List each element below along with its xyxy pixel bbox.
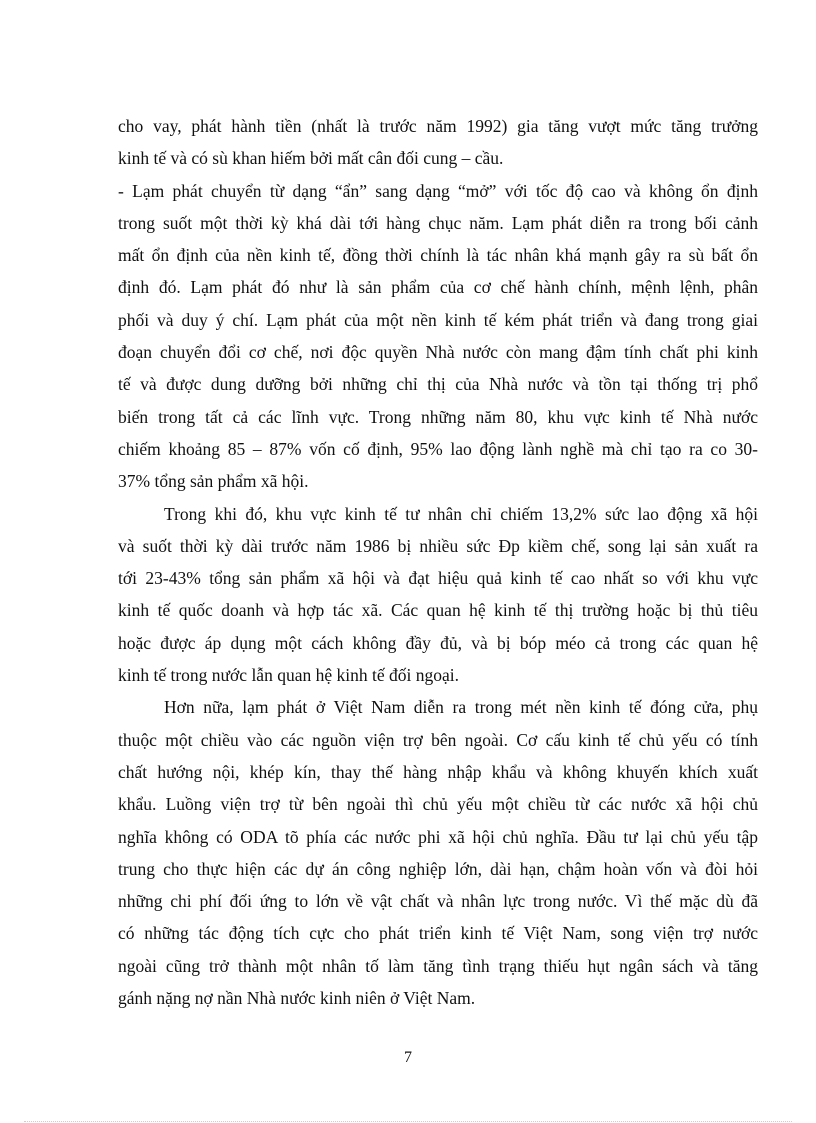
paragraph xyxy=(118,175,758,498)
paragraph xyxy=(118,691,758,1014)
text-line: có những tác động tích cực cho phát triển kinh tế Việt Nam, song viện trợ nước xyxy=(118,923,758,944)
text-line: kinh tế quốc doanh và hợp tác xã. Các quan hệ kinh tế thị trường hoặc bị thủ tiêu xyxy=(118,600,758,621)
text-line: khẩu. Luồng viện trợ từ bên ngoài thì chủ yếu một chiều từ các nước xã hội chủ xyxy=(118,794,758,815)
text-line: tế và được dung dưỡng bởi những chỉ thị của Nhà nước và tồn tại thống trị phổ xyxy=(118,374,758,395)
page-number: 7 xyxy=(404,1049,412,1066)
text-line: Trong khi đó, khu vực kinh tế tư nhân chỉ chiếm 13,2% sức lao động xã hội xyxy=(164,503,758,524)
text-line: chất hướng nội, khép kín, thay thế hàng nhập khẩu và không khuyến khích xuất xyxy=(118,761,758,782)
text-line: mất ổn định của nền kinh tế, đồng thời chính là tác nhân khá mạnh gây ra sù bất ổn xyxy=(118,245,758,266)
text-line: tới 23-43% tổng sản phẩm xã hội và đạt hiệu quả kinh tế cao nhất so với khu vực xyxy=(118,568,758,589)
text-line: phối và duy ý chí. Lạm phát của một nền kinh tế kém phát triển và đang trong giai xyxy=(118,309,758,330)
text-line: ngoài cũng trở thành một nhân tố làm tăng tình trạng thiếu hụt ngân sách và tăng xyxy=(118,955,758,976)
paragraph xyxy=(118,498,758,692)
text-line: kinh tế và có sù khan hiếm bởi mất cân đối cung – cầu. xyxy=(118,148,504,169)
text-line: nghĩa không có ODA tõ phía các nước phi xã hội chủ nghĩa. Đầu tư lại chủ yếu tập xyxy=(118,826,758,847)
text-line: cho vay, phát hành tiền (nhất là trước năm 1992) gia tăng vượt mức tăng trưởng xyxy=(118,116,758,136)
text-line: - Lạm phát chuyển từ dạng “ẩn” sang dạng “mở” với tốc độ cao và không ổn định xyxy=(118,180,758,201)
text-line: kinh tế trong nước lẫn quan hệ kinh tế đối ngoại. xyxy=(118,665,459,686)
text-line: định đó. Lạm phát đó như là sản phẩm của cơ chế hành chính, mệnh lệnh, phân xyxy=(118,277,758,298)
text-line: và suốt thời kỳ dài trước năm 1986 bị nhiều sức Ðp kiềm chế, song lại sản xuất ra xyxy=(118,535,758,556)
paragraph xyxy=(118,110,758,175)
text-line: 37% tổng sản phẩm xã hội. xyxy=(118,471,309,492)
text-line: trung cho thực hiện các dự án công nghiệp lớn, dài hạn, chậm hoàn vốn và đòi hỏi xyxy=(118,858,758,879)
text-line: gánh nặng nợ nần Nhà nước kinh niên ở Việt Nam. xyxy=(118,988,476,1009)
text-line: chiếm khoảng 85 – 87% vốn cố định, 95% lao động lành nghề mà chỉ tạo ra co 30- xyxy=(118,438,758,459)
page-divider xyxy=(24,1121,792,1122)
text-line: trong suốt một thời kỳ khá dài tới hàng chục năm. Lạm phát diễn ra trong bối cảnh xyxy=(118,212,758,233)
document-body xyxy=(118,110,758,1014)
text-line: thuộc một chiều vào các nguồn viện trợ bên ngoài. Cơ cấu kinh tế chủ yếu có tính xyxy=(118,729,758,750)
text-line: hoặc được áp dụng một cách không đầy đủ, và bị bóp méo cả trong các quan hệ xyxy=(118,632,758,653)
text-line: những chi phí đối ứng to lớn về vật chất và nhân lực trong nước. Vì thế mặc dù đã xyxy=(118,891,758,912)
text-line: đoạn chuyển đổi cơ chế, nơi độc quyền Nhà nước còn mang đậm tính chất phi kinh xyxy=(118,342,758,363)
text-line: biến trong tất cả các lĩnh vực. Trong những năm 80, khu vực kinh tế Nhà nước xyxy=(118,406,758,427)
text-line: Hơn nữa, lạm phát ở Việt Nam diễn ra trong mét nền kinh tế đóng cửa, phụ xyxy=(164,697,758,718)
